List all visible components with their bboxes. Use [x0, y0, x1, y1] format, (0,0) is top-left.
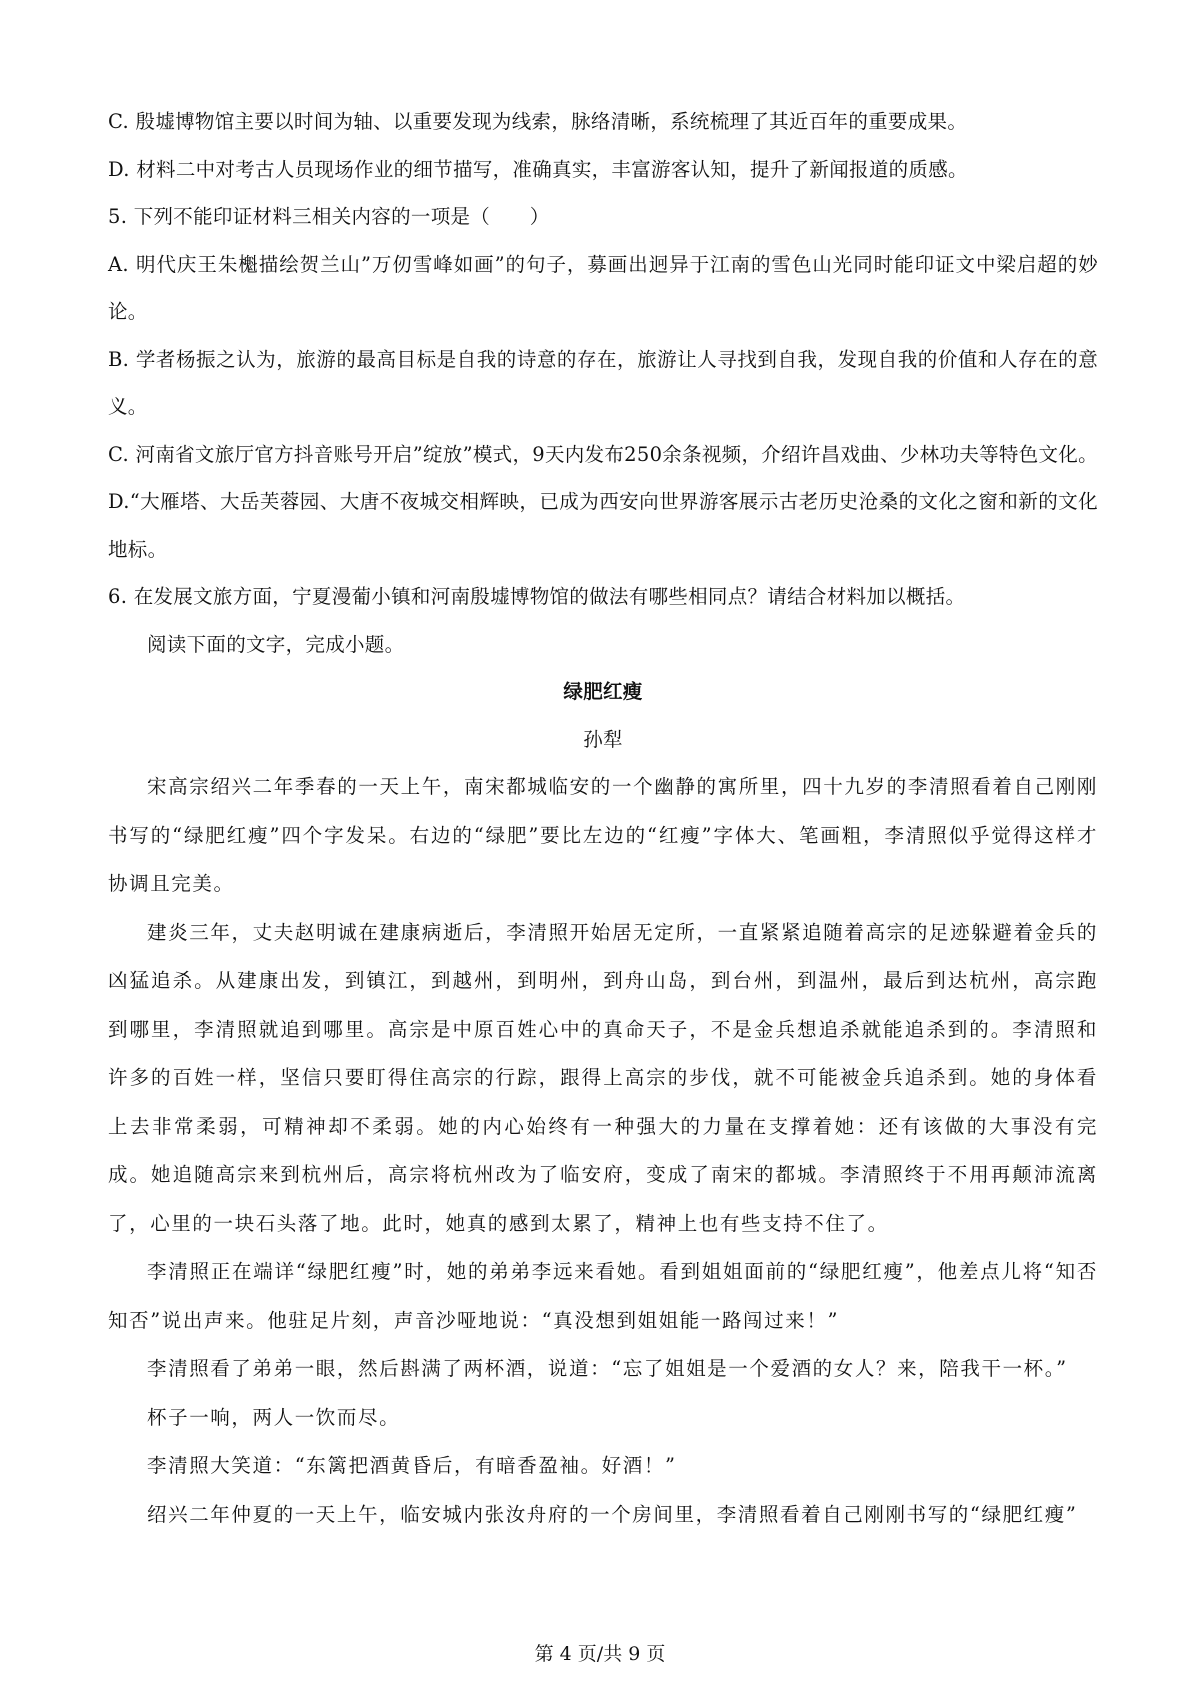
q4-option-d: D. 材料二中对考古人员现场作业的细节描写，准确真实，丰富游客认知，提升了新闻报道的质感。 [108, 157, 968, 181]
story-paragraph: 李清照看了弟弟一眼，然后斟满了两杯酒，说道：“忘了姐姐是一个爱酒的女人？来，陪我干一杯。” [147, 1357, 1068, 1380]
q5-option-b: B. 学者杨振之认为，旅游的最高目标是自我的诗意的存在，旅游让人寻找到自我，发现自我的价值和人存在的意义。 [108, 347, 1098, 418]
page-number: 第 4 页/共 9 页 [534, 1643, 666, 1665]
q5-option-d: D.“大雁塔、大岳芙蓉园、大唐不夜城交相辉映，已成为西安向世界游客展示古老历史沧桑的文化之窗和新的文化地标。 [108, 490, 1098, 561]
q5-option-a: A. 明代庆王朱櫆描绘贺兰山”万仞雪峰如画”的句子，募画出迥异于江南的雪色山光同时能印证文中梁启超的妙论。 [108, 252, 1098, 323]
story-title: 绿肥红瘦 [563, 680, 643, 703]
story-paragraph: 李清照大笑道：“东篱把酒黄昏后，有暗香盈袖。好酒！” [147, 1454, 677, 1477]
q4-option-c: C. 殷墟博物馆主要以时间为轴、以重要发现为线索，脉络清晰，系统梳理了其近百年的重要成果。 [108, 110, 968, 133]
story-author: 孙犁 [583, 727, 623, 751]
q5-stem: 5. 下列不能印证材料三相关内容的一项是（ ） [108, 205, 550, 228]
document-page [108, 98, 1098, 1539]
story-paragraph: 绍兴二年仲夏的一天上午，临安城内张汝舟府的一个房间里，李清照看着自己刚刚书写的“绿肥红瘦” [147, 1502, 1078, 1526]
q6-stem: 6. 在发展文旅方面，宁夏漫葡小镇和河南殷墟博物馆的做法有哪些相同点？请结合材料加以概括。 [108, 585, 966, 608]
story-paragraph: 杯子一响，两人一饮而尽。 [147, 1405, 401, 1429]
story-paragraph: 宋高宗绍兴二年季春的一天上午，南宋都城临安的一个幽静的寓所里，四十九岁的李清照看着自己刚刚书写的“绿肥红瘦”四个字发呆。右边的“绿肥”要比左边的“红瘦”字体大、笔画粗，李清照似乎觉得这样才协调且完美。 [108, 775, 1098, 895]
reading-instruction: 阅读下面的文字，完成小题。 [147, 632, 405, 656]
story-paragraph: 建炎三年，丈夫赵明诚在建康病逝后，李清照开始居无定所，一直紧紧追随着高宗的足迹躲避着金兵的凶猛追杀。从建康出发，到镇江，到越州，到明州，到舟山岛，到台州，到温州，最后到达杭州，高宗跑到哪里，李清照就追到哪里。高宗是中原百姓心中的真命天子，不是金兵想追杀就能追杀到的。李清照和许多的百姓一样，坚信只要盯得住高宗的行踪，跟得上高宗的步伐，就不可能被金兵追杀到。她的身体看上去非常柔弱，可精神却不柔弱。她的内心始终有一种强大的力量在支撑着她：还有该做的大事没有完成。她追随高宗来到杭州后，高宗将杭州改为了临安府，变成了南宋的都城。李清照终于不用再颠沛流离了，心里的一块石头落了地。此时，她真的感到太累了，精神上也有些支持不住了。 [108, 920, 1098, 1235]
q5-option-c: C. 河南省文旅厅官方抖音账号开启”绽放”模式，9天内发布250余条视频，介绍许昌戏曲、少林功夫等特色文化。 [108, 442, 1098, 466]
story-paragraph: 李清照正在端详“绿肥红瘦”时，她的弟弟李远来看她。看到姐姐面前的“绿肥红瘦”，他差点儿将“知否知否”说出声来。他驻足片刻，声音沙哑地说：“真没想到姐姐能一路闯过来！” [108, 1260, 1098, 1332]
